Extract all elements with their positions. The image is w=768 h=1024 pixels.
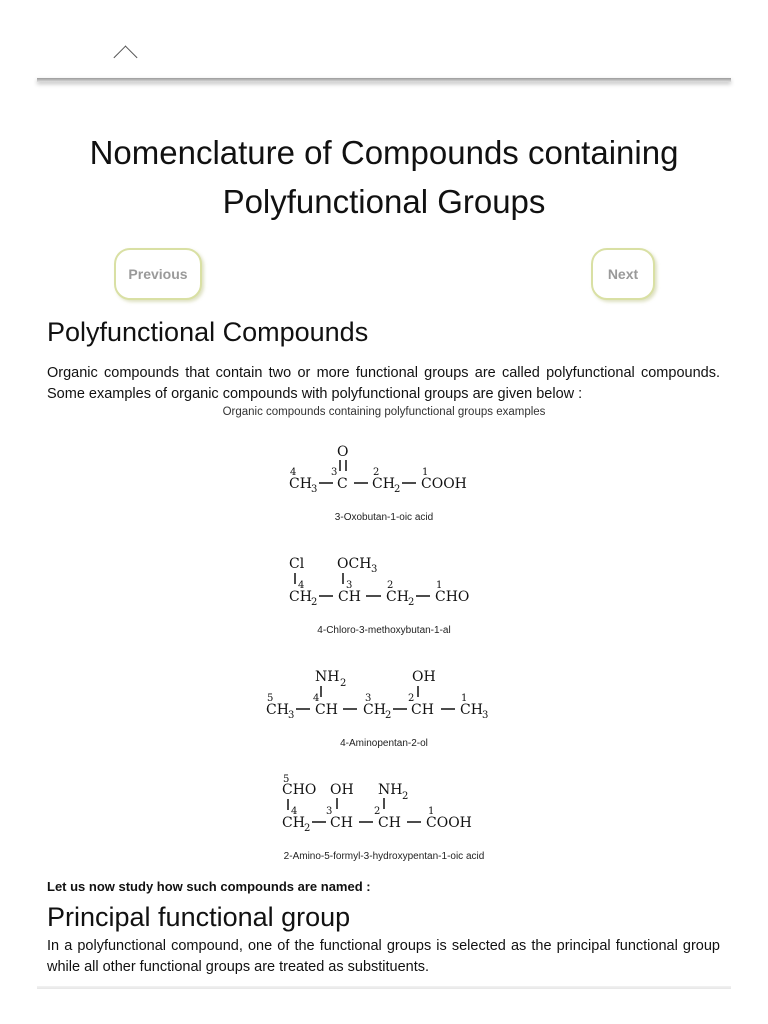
- carbon-number: 2: [408, 693, 415, 704]
- structure-3: [0, 666, 768, 726]
- chain-group: CH: [266, 702, 289, 718]
- lead-text: Let us now study how such compounds are named :: [47, 879, 371, 894]
- chain-group: CH: [289, 589, 312, 605]
- chain-group: CH: [378, 815, 401, 831]
- chain-group: COOH: [421, 476, 467, 492]
- carbon-number: 2: [373, 467, 380, 478]
- subscript: 3: [482, 710, 489, 721]
- chain-group: CH: [330, 815, 353, 831]
- carbon-number: 4: [313, 693, 320, 704]
- carbon-number: 1: [428, 806, 435, 817]
- carbon-number: 3: [331, 467, 338, 478]
- substituent: NH: [378, 782, 403, 798]
- carbon-number: 4: [298, 580, 305, 591]
- subscript: 2: [385, 710, 392, 721]
- substituent: OH: [412, 669, 436, 685]
- carbon-number: 3: [326, 806, 333, 817]
- structure-2: [0, 553, 768, 613]
- chain-group: CH: [372, 476, 395, 492]
- substituent: Cl: [289, 556, 305, 572]
- chain-group: COOH: [426, 815, 472, 831]
- figure-caption: Organic compounds containing polyfunctional groups examples: [222, 406, 546, 418]
- subscript: 2: [394, 484, 401, 495]
- carbon-number: 3: [346, 580, 353, 591]
- chain-group: CH: [363, 702, 386, 718]
- top-bar-divider: [37, 78, 731, 82]
- subscript: 3: [311, 484, 318, 495]
- structure-1: [0, 440, 768, 500]
- structure-name: 4-Aminopentan-2-ol: [340, 738, 428, 749]
- structure-name: 3-Oxobutan-1-oic acid: [334, 512, 434, 523]
- chain-group: CH: [315, 702, 338, 718]
- next-button[interactable]: Next: [591, 248, 655, 300]
- top-bar: [0, 0, 768, 80]
- substituent: OH: [330, 782, 354, 798]
- section-heading-polyfunctional: Polyfunctional Compounds: [47, 317, 369, 347]
- chain-group: CHO: [435, 589, 470, 605]
- carbon-number: 2: [387, 580, 394, 591]
- chain-group: CH: [289, 476, 312, 492]
- chain-group: C: [337, 476, 348, 492]
- carbon-number: 4: [290, 467, 297, 478]
- chain-group: CH: [338, 589, 361, 605]
- carbon-number: 1: [461, 693, 468, 704]
- chain-group: CH: [386, 589, 409, 605]
- structure-1-diagram: [0, 440, 768, 500]
- chain-group: CH: [282, 815, 305, 831]
- carbon-number: 2: [374, 806, 381, 817]
- substituent: NH: [315, 669, 340, 685]
- section-heading-principal: Principal functional group: [47, 902, 351, 932]
- subscript: 2: [408, 597, 415, 608]
- subscript: 2: [340, 678, 347, 689]
- carbon-number: 1: [436, 580, 443, 591]
- subscript: 2: [304, 823, 311, 834]
- structure-name: 2-Amino-5-formyl-3-hydroxypentan-1-oic acid: [283, 851, 485, 862]
- carbon-number: 5: [283, 774, 290, 785]
- subscript: 2: [311, 597, 318, 608]
- bottom-divider: [37, 986, 731, 989]
- structure-4-diagram: [0, 772, 768, 834]
- page-title: Nomenclature of Compounds containing Polyfunctional Groups: [89, 134, 679, 220]
- carbon-number: 1: [422, 467, 429, 478]
- structure-4: [0, 772, 768, 834]
- previous-button[interactable]: Previous: [114, 248, 202, 300]
- substituent: O: [337, 444, 349, 460]
- carbon-number: 5: [267, 693, 274, 704]
- intro-paragraph: Organic compounds that contain two or more functional groups are called polyfunctional compounds. Some examples of organic compounds with polyfunctional groups are given below :: [47, 365, 720, 402]
- subscript: 3: [371, 564, 378, 575]
- chain-group: CH: [460, 702, 483, 718]
- substituent: CHO: [282, 782, 317, 798]
- structure-name: 4-Chloro-3-methoxybutan-1-al: [317, 625, 451, 636]
- substituent: OCH: [337, 556, 372, 572]
- structure-3-diagram: [0, 666, 768, 726]
- carbon-number: 4: [291, 806, 298, 817]
- subscript: 2: [402, 791, 409, 802]
- carbon-number: 3: [365, 693, 372, 704]
- structure-2-diagram: [0, 553, 768, 613]
- subscript: 3: [288, 710, 295, 721]
- chevron-up-icon[interactable]: [113, 45, 137, 69]
- chain-group: CH: [411, 702, 434, 718]
- principal-paragraph: In a polyfunctional compound, one of the functional groups is selected as the principal functional group while all other functional groups are treated as substituents.: [47, 938, 720, 975]
